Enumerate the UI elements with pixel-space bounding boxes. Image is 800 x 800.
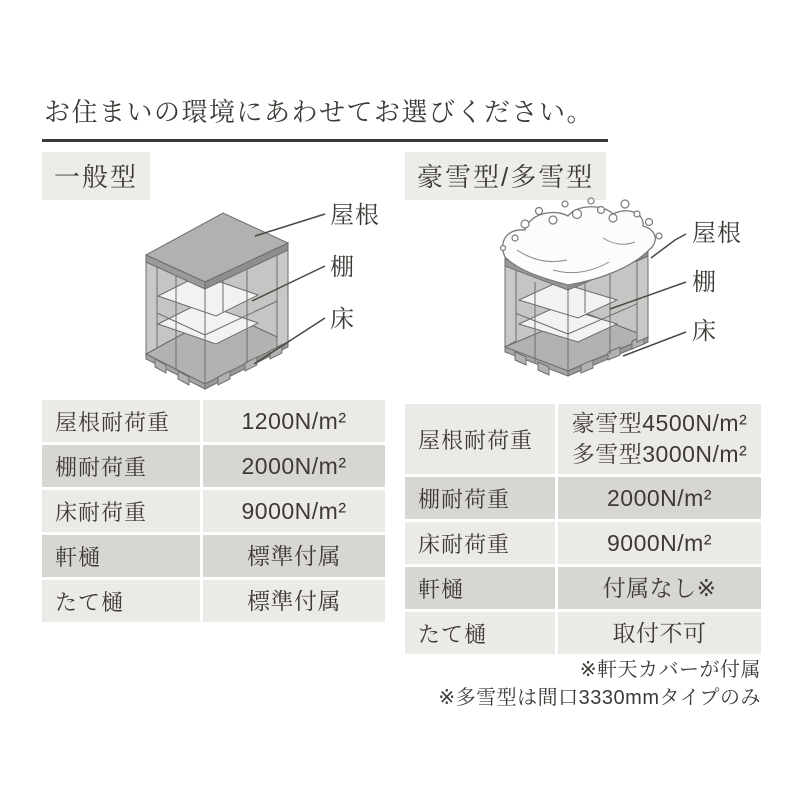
spec-value-text: 9000N/m² — [241, 497, 347, 524]
table-row — [42, 490, 385, 532]
spec-value — [558, 404, 761, 474]
page-title: お住まいの環境にあわせてお選びください。 — [44, 97, 595, 127]
footnote: ※多雪型は間口3330mmタイプのみ — [438, 687, 761, 709]
label-shelf: 棚 — [692, 269, 717, 296]
spec-value — [558, 567, 761, 609]
spec-label: 屋根耐荷重 — [405, 404, 555, 474]
general-type-shed-diagram — [42, 196, 387, 398]
spec-label: たて樋 — [42, 580, 200, 622]
table-row — [405, 404, 761, 474]
title-underline — [42, 139, 608, 142]
spec-value — [203, 445, 385, 487]
table-row — [42, 580, 385, 622]
spec-value — [558, 612, 761, 654]
label-roof: 屋根 — [692, 220, 742, 247]
spec-value — [558, 477, 761, 519]
spec-value-text: 標準付属 — [247, 587, 341, 614]
spec-label: 軒樋 — [405, 567, 555, 609]
spec-value-text: 1200N/m² — [241, 407, 347, 434]
section-heading-general-type: 一般型 — [42, 152, 150, 200]
shed-illustration — [146, 213, 288, 389]
spec-value-text: 9000N/m² — [607, 529, 712, 556]
table-row — [405, 567, 761, 609]
heavy-snow-type-spec-table — [405, 404, 761, 654]
spec-value-text: 取付不可 — [612, 619, 707, 646]
spec-label: 軒樋 — [42, 535, 200, 577]
table-row — [42, 535, 385, 577]
spec-value-text: 付属なし※ — [602, 574, 717, 601]
label-roof: 屋根 — [330, 202, 380, 229]
spec-value-text: 2000N/m² — [607, 484, 712, 511]
general-type-spec-table — [42, 400, 385, 622]
spec-value-text: 多雪型3000N/m² — [571, 441, 748, 467]
footnote: ※軒天カバーが付属 — [579, 659, 761, 681]
heavy-snow-type-shed-diagram — [405, 194, 760, 408]
table-row — [405, 477, 761, 519]
label-shelf: 棚 — [330, 254, 355, 281]
table-row — [405, 612, 761, 654]
spec-value-text: 標準付属 — [247, 542, 341, 569]
footnotes — [385, 656, 761, 712]
spec-value — [558, 522, 761, 564]
table-row — [42, 445, 385, 487]
leader-line-roof — [255, 214, 325, 236]
section-heading-heavy-snow-type: 豪雪型/多雪型 — [405, 152, 606, 200]
spec-value — [203, 490, 385, 532]
spec-value — [203, 535, 385, 577]
spec-label: 棚耐荷重 — [42, 445, 200, 487]
spec-label: 棚耐荷重 — [405, 477, 555, 519]
table-row — [42, 400, 385, 442]
label-floor: 床 — [692, 318, 717, 345]
spec-label: 屋根耐荷重 — [42, 400, 200, 442]
label-floor: 床 — [330, 306, 355, 333]
spec-value — [203, 580, 385, 622]
spec-value — [203, 400, 385, 442]
spec-label: 床耐荷重 — [42, 490, 200, 532]
spec-label: 床耐荷重 — [405, 522, 555, 564]
spec-label: たて樋 — [405, 612, 555, 654]
spec-value-text: 豪雪型4500N/m² — [571, 410, 748, 436]
spec-value-text: 2000N/m² — [241, 452, 347, 479]
table-row — [405, 522, 761, 564]
